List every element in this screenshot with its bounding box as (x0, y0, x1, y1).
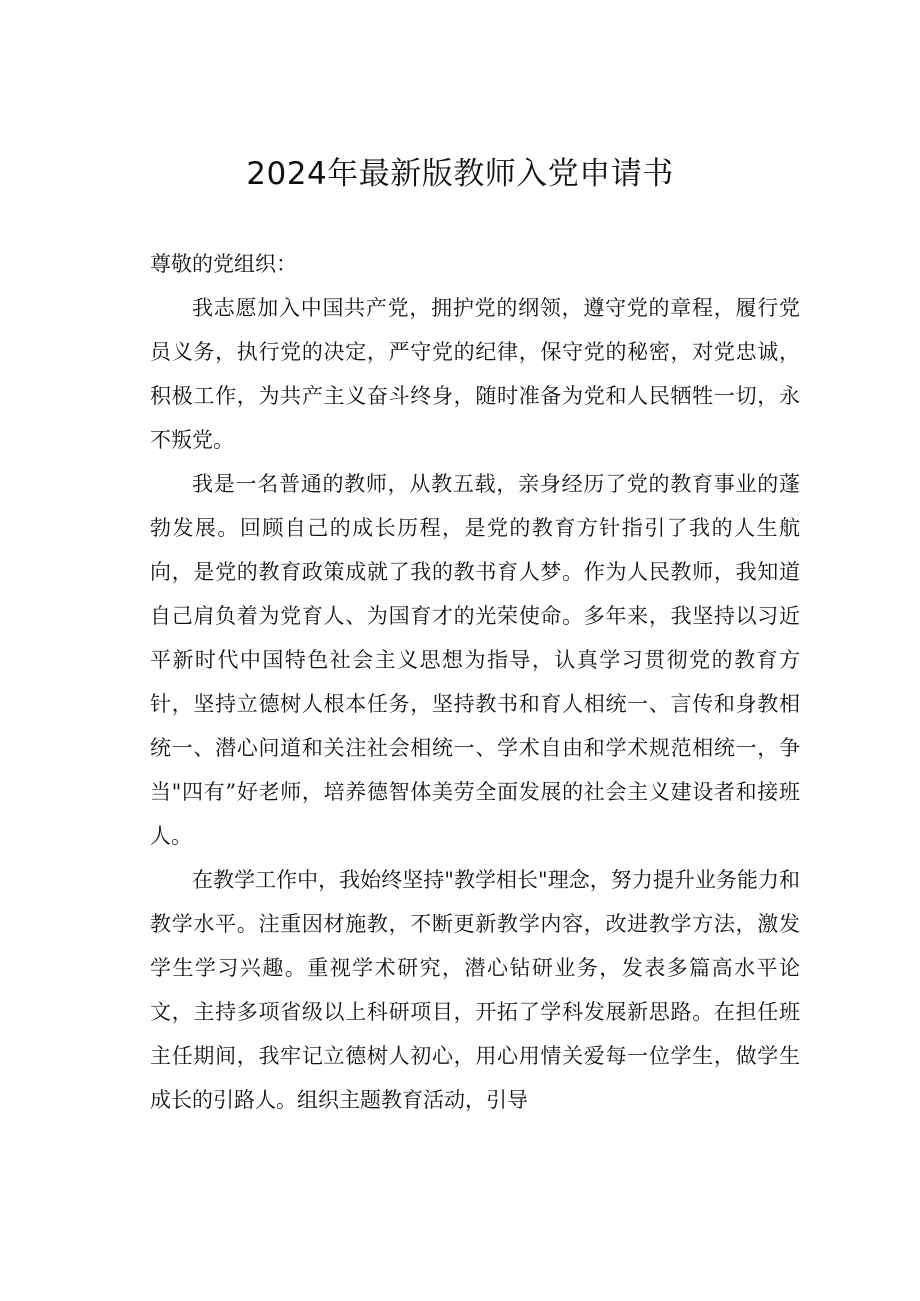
paragraph-3: 在教学工作中，我始终坚持"教学相长"理念，努力提升业务能力和教学水平。注重因材施教，不断更新教学内容，改进教学方法，激发学生学习兴趣。重视学术研究，潜心钻研业务，发表多篇高水平论文，主持多项省级以上科研项目，开拓了学科发展新思路。在担任班主任期间，我牢记立德树人初心，用心用情关爱每一位学生，做学生成长的引路人。组织主题教育活动，引导 (150, 868, 800, 1112)
paragraph-1: 我志愿加入中国共产党，拥护党的纲领，遵守党的章程，履行党员义务，执行党的决定，严守党的纪律，保守党的秘密，对党忠诚，积极工作，为共产主义奋斗终身，随时准备为党和人民牺牲一切，永不叛党。 (150, 296, 800, 452)
page-title: 2024年最新版教师入党申请书 (246, 156, 674, 192)
salutation: 尊敬的党组织： (150, 252, 297, 276)
paragraph-2: 我是一名普通的教师，从教五载，亲身经历了党的教育事业的蓬勃发展。回顾自己的成长历程，是党的教育方针指引了我的人生航向，是党的教育政策成就了我的教书育人梦。作为人民教师，我知道自己肩负着为党育人、为国育才的光荣使命。多年来，我坚持以习近平新时代中国特色社会主义思想为指导，认真学习贯彻党的教育方针，坚持立德树人根本任务，坚持教书和育人相统一、言传和身教相统一、潜心问道和关注社会相统一、学术自由和学术规范相统一，争当"四有”好老师，培养德智体美劳全面发展的社会主义建设者和接班人。 (150, 472, 800, 848)
document-body (150, 242, 800, 1122)
